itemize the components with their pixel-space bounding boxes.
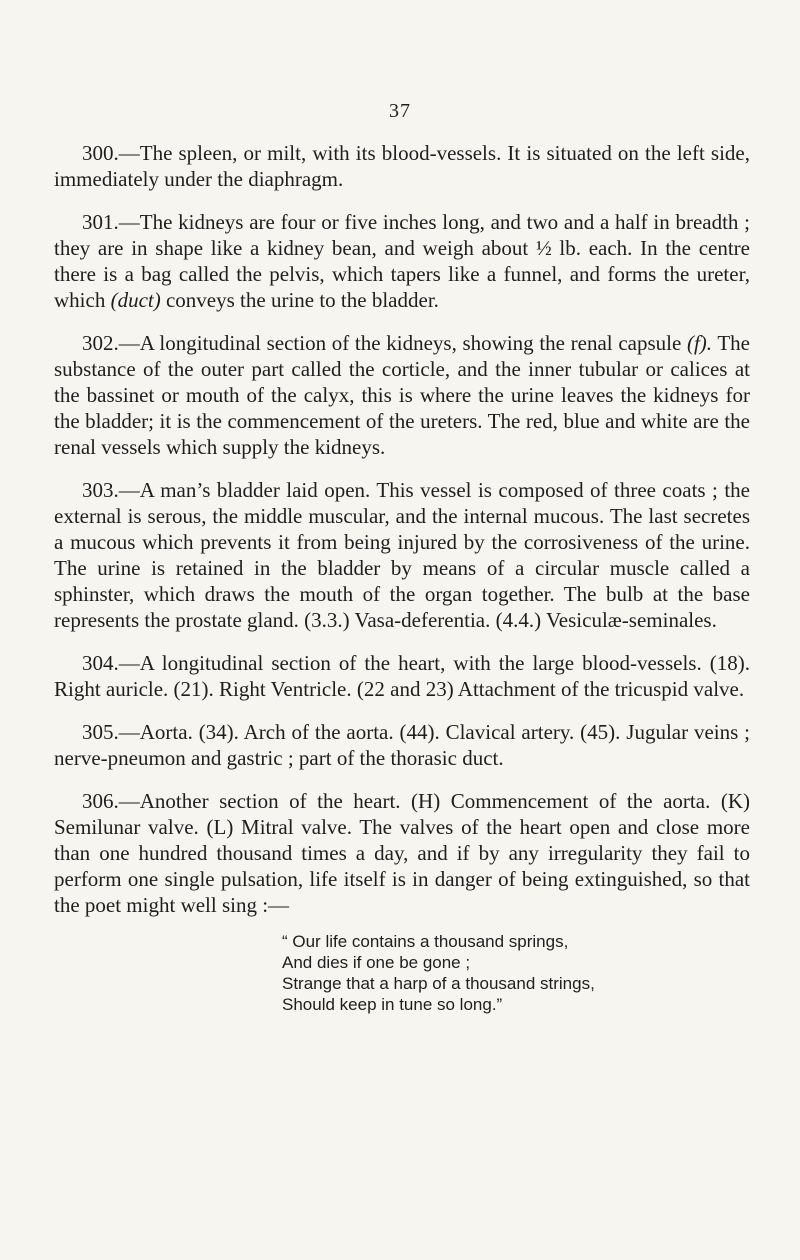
paragraph-text: —Another section of the heart. (H) Commencement of the aorta. (K) Semilunar valve. (L) Mitral valve. The valves of the heart open and close more than one hundred thousand times a day, and if by any irregularity they fail to perform one single pulsation, life itself is in danger of being extinguished, so that the poet might well sing :—: [54, 789, 750, 917]
italic-term: (duct): [110, 288, 161, 312]
paragraph-number: 302.: [82, 331, 119, 355]
body-text: [54, 140, 750, 1015]
poem-line: Strange that a harp of a thousand strings,: [282, 974, 595, 993]
paragraph-301: [54, 209, 750, 313]
paragraph-text: —The spleen, or milt, with its blood-vessels. It is situated on the left side, immediately under the diaphragm.: [54, 141, 750, 191]
paragraph-text: The substance of the outer part called the corticle, and the inner tubular or calices at the bassinet or mouth of the calyx, this is where the urine leaves the kidneys for the bladder; it is the commencement of the ureters. The red, blue and white are the renal vessels which supply the kidneys.: [54, 331, 750, 459]
paragraph-text: —Aorta. (34). Arch of the aorta. (44). Clavical artery. (45). Jugular veins ; nerve-pneumon and gastric ; part of the thorasic duct.: [54, 720, 750, 770]
paragraph-text: —A man’s bladder laid open. This vessel is composed of three coats ; the external is serous, the middle muscular, and the internal mucous. The last secretes a mucous which prevents it from being injured by the corrosiveness of the urine. The urine is retained in the bladder by means of a circular muscle called a sphinster, which draws the mouth of the organ together. The bulb at the base represents the prostate gland. (3.3.) Vasa-deferentia. (4.4.) Vesiculæ-seminales.: [54, 478, 750, 632]
paragraph-number: 304.: [82, 651, 119, 675]
poem-line: And dies if one be gone ;: [282, 953, 471, 972]
paragraph-text: conveys the urine to the bladder.: [160, 288, 439, 312]
paragraph-305: [54, 719, 750, 771]
paragraph-text: —The kidneys are four or five inches long, and two and a half in breadth ; they are in shape like a kidney bean, and weigh about ½ lb. each. In the centre there is a bag called the pelvis, which tapers like a funnel, and forms the ureter, which: [54, 210, 750, 312]
paragraph-number: 301.: [82, 210, 119, 234]
poem-quote: [282, 931, 750, 1015]
paragraph-number: 305.: [82, 720, 119, 744]
paragraph-number: 300.: [82, 141, 119, 165]
poem-line: Should keep in tune so long.”: [282, 995, 503, 1014]
paragraph-number: 303.: [82, 478, 119, 502]
paragraph-303: [54, 477, 750, 633]
paragraph-number: 306.: [82, 789, 119, 813]
page-number: 37: [389, 100, 411, 122]
italic-term: (f).: [686, 331, 713, 355]
poem-line: “ Our life contains a thousand springs,: [282, 932, 569, 951]
paragraph-text: —A longitudinal section of the heart, with the large blood-vessels. (18). Right auricle. (21). Right Ventricle. (22 and 23) Attachment of the tricuspid valve.: [54, 651, 750, 701]
paragraph-text: —A longitudinal section of the kidneys, showing the renal capsule: [118, 331, 687, 355]
paragraph-306: [54, 788, 750, 918]
paragraph-304: [54, 650, 750, 702]
paragraph-302: [54, 330, 750, 460]
paragraph-300: [54, 140, 750, 192]
